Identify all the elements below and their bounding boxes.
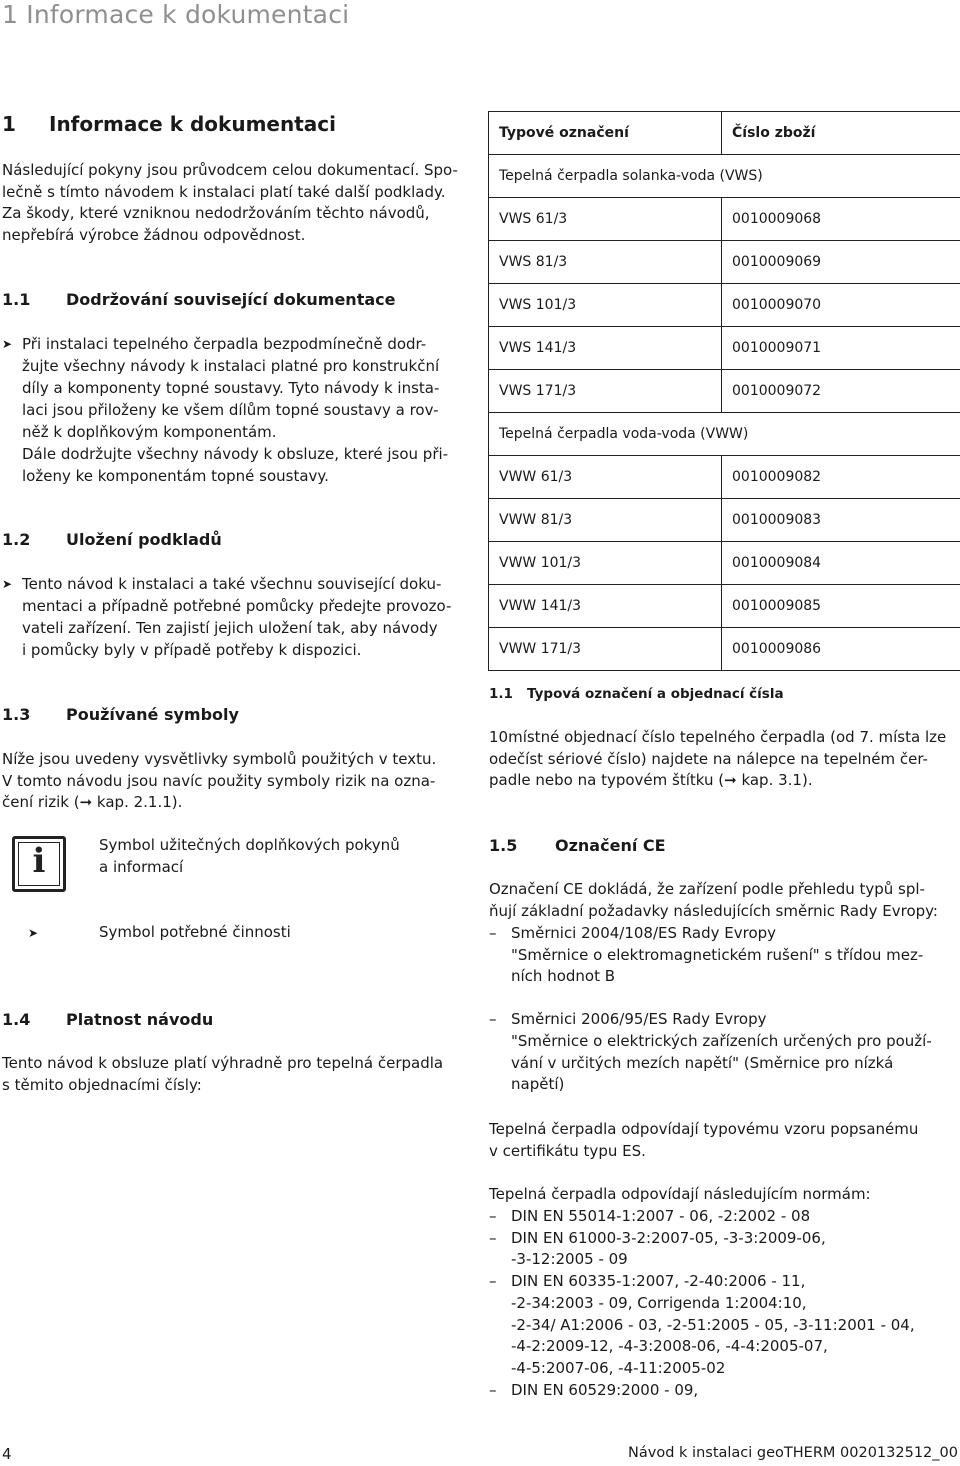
section-1-3-heading [2,705,239,724]
text-line: Směrnici 2004/108/ES Rady Evropy [511,924,777,942]
group-label: Tepelná čerpadla solanka-voda (VWS) [489,155,960,198]
table-row [489,370,960,413]
table-cell: 0010009071 [722,327,960,370]
text-line: Tepelná čerpadla odpovídají typovému vzoru popsanému [489,1120,919,1138]
running-header: 1 Informace k dokumentaci [2,0,350,29]
table-row [489,198,960,241]
table-row [489,327,960,370]
text-line: Níže jsou uvedeny vysvětlivky symbolů použitých v textu. [2,750,437,768]
text-line: díly a komponenty topné soustavy. Tyto návody k insta- [22,379,440,397]
text-line: mentaci a případně potřebné pomůcky předejte provozo- [22,597,452,615]
text-line: Symbol užitečných doplňkových pokynů [99,836,400,854]
section-1-3-body [2,749,472,814]
text-line: "Směrnice o elektrických zařízeních určených pro použí- [511,1031,932,1050]
text-line: vateli zařízení. Ten zajistí jejich uložení tak, aby návody [22,619,438,637]
section-title: Dodržování související dokumentace [66,290,396,309]
section-title: Uložení podkladů [66,530,222,549]
text-line: 10místné objednací číslo tepelného čerpadla (od 7. místa lze [489,728,947,746]
table-cell: 0010009082 [722,456,960,499]
section-1-body [2,160,462,247]
section-number: 1.4 [2,1010,31,1029]
group-label: Tepelná čerpadla voda-voda (VWW) [489,413,960,456]
action-arrow-icon: ➤ [28,926,39,940]
directive-list [489,923,960,1096]
table-cell: VWW 171/3 [489,628,722,671]
table-group-row [489,413,960,456]
text-line: Směrnici 2006/95/ES Rady Evropy [511,1010,767,1029]
table-group-row [489,155,960,198]
text-line: něž k doplňkovým komponentám. [22,423,277,441]
table-caption: 1.1 Typová označení a objednací čísla [489,686,784,702]
table-row [489,499,960,542]
text-line: vání v určitých mezích napětí" (Směrnice pro nízká [511,1053,894,1072]
text-line: napětí) [511,1075,565,1094]
section-1-1-heading [2,290,395,309]
table-row [489,241,960,284]
section-title: Informace k dokumentaci [49,112,336,136]
list-item: – Směrnici 2006/95/ES Rady Evropy "Směrnice o elektrických zařízeních určených pro použí- vání v určitých mezích napětí" (Směrnice pro nízká napětí) [489,1009,960,1096]
page-number: 4 [2,1445,12,1463]
section-number: 1.2 [2,530,31,549]
table-row [489,585,960,628]
table-cell: VWS 81/3 [489,241,722,284]
table-cell: VWW 101/3 [489,542,722,585]
text-line: Tento návod k obsluze platí výhradně pro tepelná čerpadla [2,1054,444,1072]
info-symbol-icon [12,836,66,892]
table-note [489,727,960,792]
table-cell: 0010009069 [722,241,960,284]
text-line: -2-34:2003 - 09, Corrigenda 1:2004:10, [511,1293,807,1312]
table-cell: VWS 171/3 [489,370,722,413]
table-cell: VWS 101/3 [489,284,722,327]
table-cell: VWS 141/3 [489,327,722,370]
list-item: – Směrnici 2004/108/ES Rady Evropy "Směrnice o elektromagnetickém rušení" s třídou mez- ních hodnot B [489,923,960,988]
table-row [489,284,960,327]
section-number: 1.5 [489,836,518,855]
section-1-5-para2 [489,1119,960,1162]
text-line: s těmito objednacími čísly: [2,1075,202,1094]
list-item: – DIN EN 55014-1:2007 - 06, -2:2002 - 08 [489,1206,960,1228]
norm-list [489,1206,960,1401]
model-number-table [488,111,960,671]
list-item: – DIN EN 60529:2000 - 09, [489,1380,960,1402]
section-title: Označení CE [555,836,666,855]
text-line: loženy ke komponentám topné soustavy. [22,467,329,485]
text-line: Následující pokyny jsou průvodcem celou dokumentací. Spo- [2,161,458,179]
text-line: -2-34/ A1:2006 - 03, -2-51:2005 - 05, -3-11:2001 - 04, [511,1315,915,1334]
symbol-info-description [99,835,459,878]
info-icon: i [32,841,46,881]
text-line: i pomůcky byly v případě potřeby k dispozici. [22,641,362,659]
table-cell: VWW 81/3 [489,499,722,542]
table-cell: VWS 61/3 [489,198,722,241]
table-cell: 0010009083 [722,499,960,542]
text-line: ňují základní požadavky následujících směrnic Rady Evropy: [489,901,938,920]
section-1-5-intro [489,879,960,922]
text-line: Za škody, které vzniknou nedodržováním těchto návodů, [2,204,430,223]
text-line: DIN EN 55014-1:2007 - 06, -2:2002 - 08 [511,1207,811,1225]
text-line: ních hodnot B [511,967,616,986]
text-line: nepřebírá výrobce žádnou odpovědnost. [2,226,306,245]
list-item: – DIN EN 60335-1:2007, -2-40:2006 - 11, -2-34:2003 - 09, Corrigenda 1:2004:10, -2-34/ A1:2006 - 03, -2-51:2005 - 05, -3-11:2001 - 04, -4-2:2009-12, -4-3:2008-06, -4-4:2005-07, -4-5:2007-06, -4-11:2005-02 [489,1271,960,1380]
text-line: Při instalaci tepelného čerpadla bezpodmínečně dodr- [22,335,427,353]
text-line: -4-5:2007-06, -4-11:2005-02 [511,1358,726,1377]
text-line: Tento návod k instalaci a také všechnu související doku- [22,575,442,593]
text-line: Dále dodržujte všechny návody k obsluze, které jsou při- [22,445,449,463]
section-1-4-body [2,1053,472,1096]
text-line: v certifikátu typu ES. [489,1141,646,1160]
text-line: padle nebo na typovém štítku (➞ kap. 3.1). [489,771,813,790]
document-footer: Návod k instalaci geoTHERM 0020132512_00 [628,1445,958,1461]
section-1-4-heading [2,1010,213,1029]
text-line: V tomto návodu jsou navíc použity symboly rizik na ozna- [2,771,436,790]
section-title: Používané symboly [66,705,239,724]
text-line: žujte všechny návody k instalaci platné pro konstrukční [22,357,440,375]
section-1-2-bullet [2,573,472,661]
section-number: 1.3 [2,705,31,724]
column-header-article: Číslo zboží [722,112,960,155]
section-title: Platnost návodu [66,1010,214,1029]
section-1-5-heading [489,836,666,855]
column-header-type: Typové označení [489,112,722,155]
table-header-row [489,112,960,155]
table-cell: 0010009084 [722,542,960,585]
table-cell: 0010009072 [722,370,960,413]
text-line: laci jsou přiloženy ke všem dílům topné soustavy a rov- [22,401,439,419]
table-cell: 0010009086 [722,628,960,671]
table-cell: VWW 141/3 [489,585,722,628]
table-row [489,628,960,671]
text-line: lečně s tímto návodem k instalaci platí také další podklady. [2,182,446,201]
section-1-2-heading [2,530,222,549]
action-arrow-icon: ➤ [2,337,13,351]
action-arrow-icon: ➤ [2,577,13,591]
text-line: odečíst sériové číslo) najdete na nálepce na tepelném čer- [489,749,928,768]
list-item: – DIN EN 61000-3-2:2007-05, -3-3:2009-06, -3-12:2005 - 09 [489,1228,960,1271]
text-line: čení rizik (➞ kap. 2.1.1). [2,793,183,812]
text-line: "Směrnice o elektromagnetickém rušení" s třídou mez- [511,945,924,964]
table-row [489,542,960,585]
symbol-action-description: Symbol potřebné činnosti [99,923,291,941]
table-cell: 0010009070 [722,284,960,327]
section-number: 1 [2,112,16,136]
text-line: Označení CE dokládá, že zařízení podle přehledu typů spl- [489,880,925,898]
section-1-heading [2,112,336,136]
table-cell: VWW 61/3 [489,456,722,499]
text-line: -3-12:2005 - 09 [511,1250,628,1269]
section-number: 1.1 [2,290,31,309]
text-line: -4-2:2009-12, -4-3:2008-06, -4-4:2005-07, [511,1337,828,1356]
table-cell: 0010009068 [722,198,960,241]
section-1-5-para3: Tepelná čerpadla odpovídají následujícím normám: [489,1185,871,1203]
text-line: DIN EN 61000-3-2:2007-05, -3-3:2009-06, [511,1228,826,1247]
text-line: DIN EN 60529:2000 - 09, [511,1380,699,1399]
table-cell: 0010009085 [722,585,960,628]
text-line: DIN EN 60335-1:2007, -2-40:2006 - 11, [511,1272,806,1291]
section-1-1-bullet [2,333,472,487]
table-row [489,456,960,499]
text-line: a informací [99,857,184,876]
